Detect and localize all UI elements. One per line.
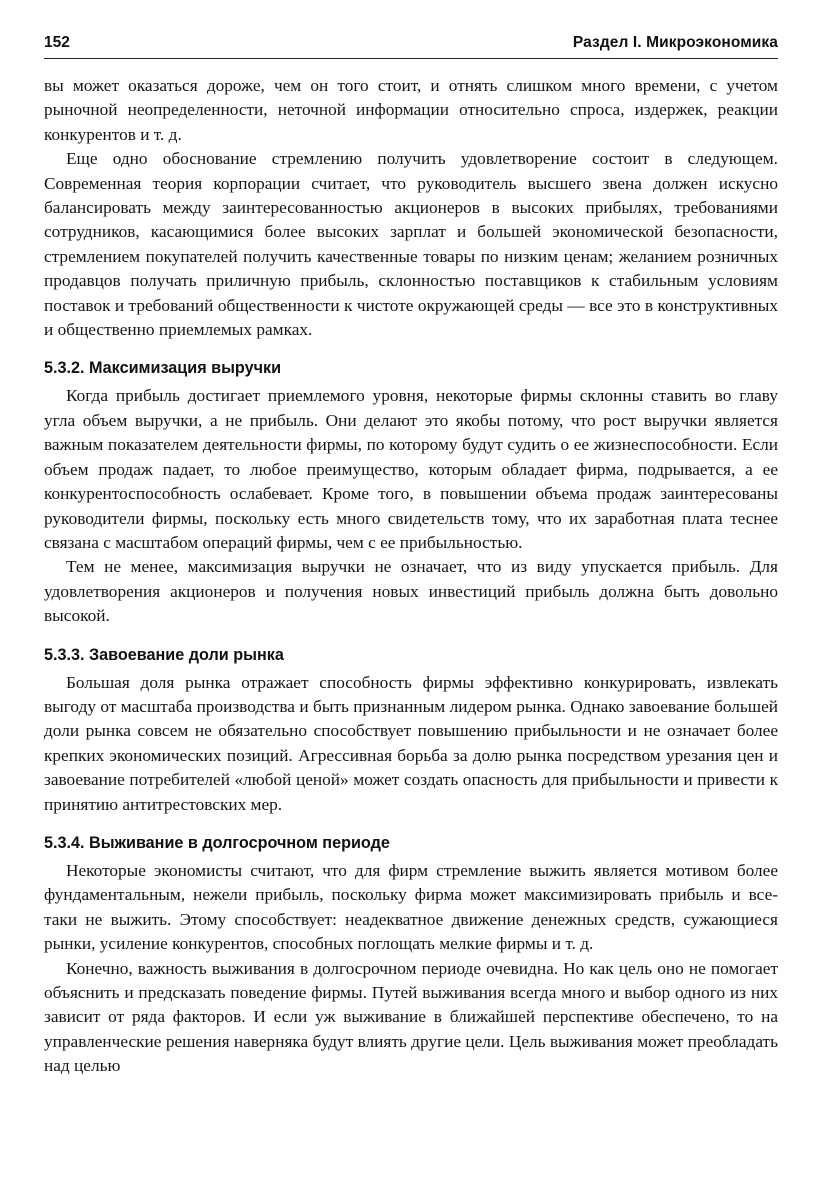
section-title: Раздел I. Микроэкономика <box>572 34 778 51</box>
heading-market-share: 5.3.3. Завоевание доли рынка <box>44 645 284 664</box>
running-header <box>44 28 778 59</box>
heading-long-term-survival: 5.3.4. Выживание в долгосрочном периоде <box>44 833 390 852</box>
paragraph-market-share: Большая доля рынка отражает способность фирмы эффективно конкурировать, извлекать выгоду от масштаба производства и быть признанным лидером рынка. Однако завоевание большей доли рынка совсем не обязательно способствует повышению прибыльности и не означает более крепких экономических позиций. Агрессивная борьба за долю рынка посредством урезания цен и завоевание потребителей «любой ценой» может создать опасность для прибыльности и привести к принятию антитрестовских мер. <box>44 672 778 814</box>
body-text <box>44 74 778 1079</box>
paragraph-survival-2: Конечно, важность выживания в долгосрочном периоде очевидна. Но как цель оно не помогает объяснить и предсказать поведение фирмы. Путей выживания всегда много и выбор одного из них зависит от ряда факторов. И если уж выживание в ближайшей перспективе обеспечено, то на управленческие решения наверняка будут влиять другие цели. Цель выживания может преобладать над целью <box>44 958 778 1076</box>
paragraph-revenue-2: Тем не менее, максимизация выручки не означает, что из виду упускается прибыль. Для удовлетворения акционеров и получения новых инвестиций прибыль должна быть довольно высокой. <box>44 557 778 626</box>
heading-revenue-maximization: 5.3.2. Максимизация выручки <box>44 359 282 378</box>
paragraph-revenue-1: Когда прибыль достигает приемлемого уровня, некоторые фирмы склонны ставить во главу угла объем выручки, а не прибыль. Они делают это якобы потому, что рост выручки является важным показателем деятельности фирмы, по которому будут судить о ее жизнеспособности. Если объем продаж падает, то любое преимущество, которым обладает фирма, подрывается, а ее конкурентоспособность ослабевает. Кроме того, в повышении объема продаж заинтересованы руководители фирмы, поскольку есть много свидетельств тому, что их заработная плата теснее связана с масштабом операций фирмы, чем с ее прибыльностью. <box>44 386 778 552</box>
page-number: 152 <box>44 34 70 51</box>
paragraph-continuation: вы может оказаться дороже, чем он того стоит, и отнять слишком много времени, с учетом рыночной неопределенности, неточной информации относительно спроса, издержек, реакции конкурентов и т. д. <box>44 76 778 144</box>
paragraph-satisfaction: Еще одно обоснование стремлению получить удовлетворение состоит в следующем. Современная теория корпорации считает, что руководитель высшего звена должен искусно балансировать между заинтересованностью акционеров в высоких прибылях, требованиями сотрудников, касающимися более высоких зарплат и большей экономической безопасности, стремлением покупателей получить качественные товары по низким ценам; желанием розничных продавцов получать приличную прибыль, склонностью поставщиков к стабильным условиям поставок и требований общественности к чистоте окружающей среды — все это в конструктивных и общественно приемлемых рамках. <box>44 149 778 340</box>
paragraph-survival-1: Некоторые экономисты считают, что для фирм стремление выжить является мотивом более фундаментальным, нежели прибыль, поскольку фирма может максимизировать прибыль и все-таки не выжить. Этому способствует: неадекватное движение денежных средств, сужающиеся рынки, усиление конкурентов, способных поглощать мелкие фирмы и т. д. <box>44 860 778 954</box>
